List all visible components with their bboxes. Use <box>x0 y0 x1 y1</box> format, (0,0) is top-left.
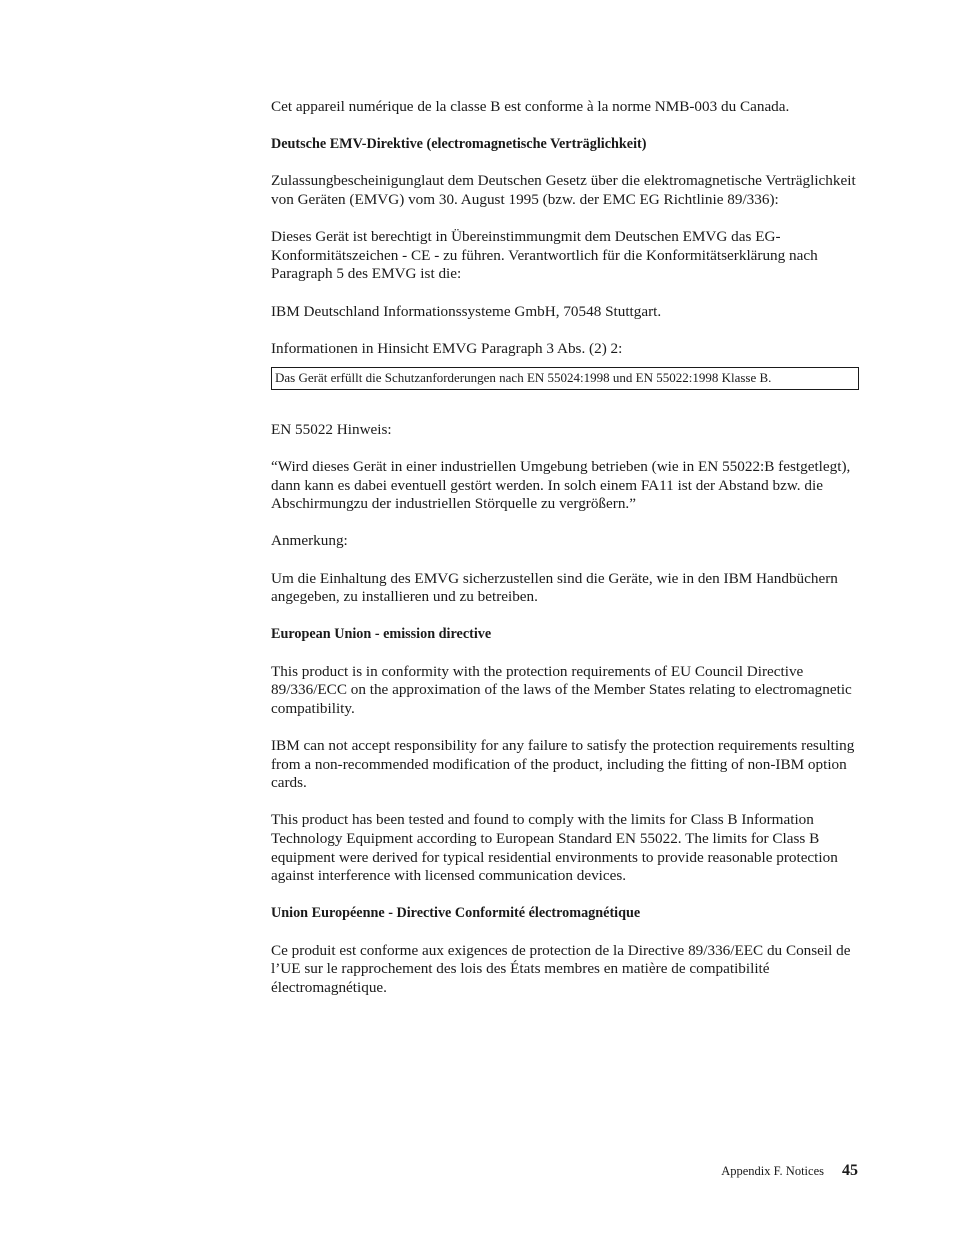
paragraph-eu-conformity: This product is in conformity with the protection requirements of EU Council Directive 89/336/ECC on the approximation of the laws of the Member States relating to electromagnetic compatibility. <box>271 662 852 717</box>
heading-union-europeenne: Union Européenne - Directive Conformité électromagnétique <box>271 905 641 922</box>
paragraph-ue-conforme: Ce produit est conforme aux exigences de protection de la Directive 89/336/EEC du Conseil de l’UE sur le rapprochement des lois des États membres en matière de compatibilité électromagnétique. <box>271 941 851 996</box>
paragraph-ibm-responsibility: IBM can not accept responsibility for any failure to satisfy the protection requirements resulting from a non-recommended modification of the product, including the fitting of non-IBM option cards. <box>271 737 855 792</box>
paragraph-informationen: Informationen in Hinsicht EMVG Paragraph 3 Abs. (2) 2: <box>271 339 623 357</box>
paragraph-wird-dieses: “Wird dieses Gerät in einer industriellen Umgebung betrieben (wie in EN 55022:B festgetlegt), dann kann es dabei eventuell gestört werden. In solch einem FA11 ist der Abstand bzw. die Abschirmungzu der industriellen Störquelle zu vergrößern.” <box>271 458 851 513</box>
paragraph-zulassung: Zulassungbescheinigunglaut dem Deutschen Gesetz über die elektromagnetische Verträglichkeit von Geräten (EMVG) vom 30. August 1995 (bzw. der EMC EG Richtlinie 89/336): <box>271 172 856 208</box>
paragraph-canada-class-b: Cet appareil numérique de la classe B est conforme à la norme NMB-003 du Canada. <box>271 98 790 115</box>
paragraph-einhaltung: Um die Einhaltung des EMVG sicherzustellen sind die Geräte, wie in den IBM Handbüchern angegeben, zu installieren und zu betreiben. <box>271 569 838 606</box>
note-box: Das Gerät erfüllt die Schutzanforderungen nach EN 55024:1998 und EN 55022:1998 Klasse B. <box>271 367 859 390</box>
paragraph-berechtigt: Dieses Gerät ist berechtigt in Übereinstimmungmit dem Deutschen EMVG das EG-Konformitätszeichen - CE - zu führen. Verantwortlich für die Konformitätserklärung nach Paragraph 5 des EMVG ist die: <box>271 228 818 283</box>
paragraph-en55022-hinweis: EN 55022 Hinweis: <box>271 420 392 438</box>
heading-european-union: European Union - emission directive <box>271 626 492 643</box>
footer-section-label: Appendix F. Notices <box>721 1164 824 1178</box>
page-footer <box>721 1162 858 1180</box>
heading-deutsche-emv: Deutsche EMV-Direktive (electromagnetische Verträglichkeit) <box>271 136 647 153</box>
page-body <box>271 98 859 1016</box>
page-number: 45 <box>842 1162 858 1179</box>
paragraph-anmerkung: Anmerkung: <box>271 532 348 550</box>
paragraph-ibm-deutschland: IBM Deutschland Informationssysteme GmbH, 70548 Stuttgart. <box>271 302 662 320</box>
paragraph-tested: This product has been tested and found to comply with the limits for Class B Information Technology Equipment according to European Standard EN 55022. The limits for Class B equipment were derived for typical residential environments to provide reasonable protection against interference with licensed communication devices. <box>271 811 838 885</box>
